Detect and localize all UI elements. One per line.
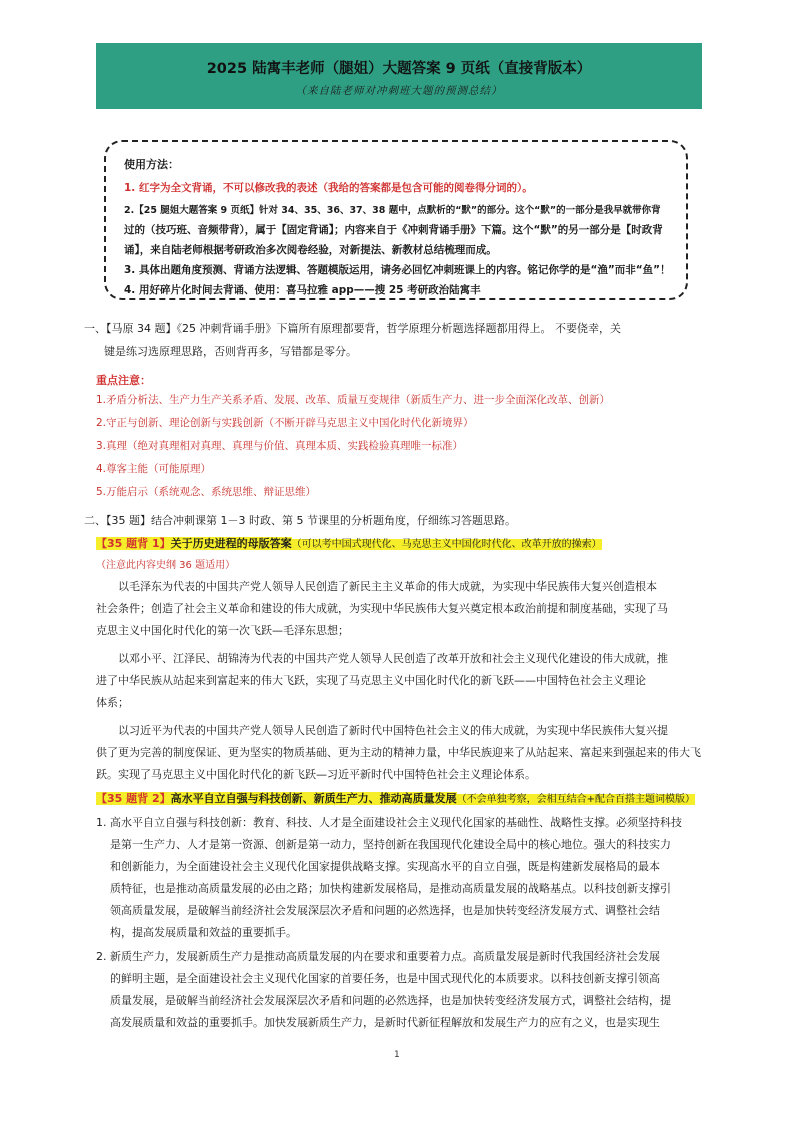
bei2-para-2: 是第一生产力、人才是第一资源、创新是第一动力，坚持创新在我国现代化建设全局中的核心地位。强大的科技实力	[110, 838, 671, 851]
usage-line-1: 1. 红字为全文背诵，不可以修改我的表述（我给的答案都是包含可能的阅卷得分词的）。	[124, 182, 533, 194]
bei1-para-1: 以毛泽东为代表的中国共产党人领导人民创造了新民主主义革命的伟大成就，为实现中华民族伟大复兴创造根本	[118, 580, 657, 593]
bei2-para-3: 和创新能力，为全面建设社会主义现代化国家提供战略支撑。实现高水平的自立自强，既是构建新发展格局的最本	[110, 860, 660, 873]
usage-title: 使用方法：	[124, 158, 179, 171]
bei2-para-10: 高发展质量和效益的重要抓手。加快发展新质生产力，是新时代新征程解放和发展生产力的应有之义，也是实现生	[110, 1016, 660, 1029]
page-subtitle: （来自陆老师对冲刺班大题的预测总结）	[295, 85, 503, 97]
usage-line-5: 3. 具体出题角度预测、背诵方法逻辑、答题模版运用，请务必回忆冲刺班课上的内容。铭记你学的是“渔”而非“鱼”！	[124, 264, 671, 276]
bei2-para-1: 1. 高水平自立自强与科技创新：教育、科技、人才是全面建设社会主义现代化国家的基础性、战略性支撑。必须坚持科技	[96, 816, 682, 829]
bei2-heading	[96, 790, 695, 806]
bei1-note: （可以考中国式现代化、马克思主义中国化时代化、改革开放的操索）	[291, 539, 602, 550]
bei2-para-9: 质量发展，是破解当前经济社会发展深层次矛盾和问题的必然选择，也是加快转变经济发展方式，调整社会结构，提	[110, 994, 671, 1007]
page-number: 1	[394, 1050, 400, 1060]
bei2-para-7: 2. 新质生产力，发展新质生产力是推动高质量发展的内在要求和重要着力点。高质量发展是新时代我国经济社会发展	[96, 950, 660, 963]
page-title: 2025 陆寓丰老师（腿姐）大题答案 9 页纸（直接背版本）	[206, 61, 592, 77]
bei2-para-4: 质特征，也是推动高质量发展的必由之路；加快构建新发展格局，是推动高质量发展的战略基点。以科技创新支撑引	[110, 882, 671, 895]
bei1-para-9: 跃。实现了马克思主义中国化时代化的新飞跃—习近平新时代中国特色社会主义理论体系。	[96, 768, 536, 781]
bei1-para-8: 供了更为完善的制度保证、更为坚实的物质基础、更为主动的精神力量，中华民族迎来了从站起来、富起来到强起来的伟大飞	[96, 746, 701, 759]
focus-item-4: 4.尊客主能（可能原理）	[96, 463, 212, 475]
bei1-sub-note: （注意此内容史纲 36 题适用）	[96, 560, 236, 571]
bei2-para-6: 构，提高发展质量和效益的重要抓手。	[110, 926, 297, 939]
bei1-title: 关于历史进程的母版答案	[170, 537, 292, 550]
usage-box	[104, 140, 688, 300]
focus-item-5: 5.万能启示（系统观念、系统思维、辩证思维）	[96, 486, 317, 498]
bei1-para-4: 以邓小平、江泽民、胡锦涛为代表的中国共产党人领导人民创造了改革开放和社会主义现代化建设的伟大成就，推	[118, 652, 668, 665]
focus-item-1: 1.矛盾分析法、生产力生产关系矛盾、发展、改革、质量互变规律（新质生产力、进一步全面深化改革、创新）	[96, 394, 611, 406]
usage-line-6: 4. 用好碎片化时间去背诵、使用：喜马拉雅 app——搜 25 考研政治陆寓丰	[124, 284, 481, 296]
usage-line-4: 诵】，来自陆老师根据考研政治多次阅卷经验，对新提法、新教材总结梳理而成。	[124, 244, 497, 256]
bei1-para-3: 克思主义中国化时代化的第一次飞跃—毛泽东思想；	[96, 624, 349, 637]
focus-title: 重点注意：	[96, 374, 151, 387]
section1-line2: 键是练习选原理思路，否则背再多，写错都是零分。	[104, 345, 357, 358]
bei1-tag: 【35 题背 1】	[96, 537, 171, 550]
title-banner	[96, 43, 702, 109]
section1-line1: 一、【马原 34 题】《25 冲刺背诵手册》下篇所有原理都要背，哲学原理分析题选择题都用得上。 不要侥幸，关	[84, 322, 621, 335]
bei2-para-8: 的鲜明主题，是全面建设社会主义现代化国家的首要任务，也是中国式现代化的本质要求。以科技创新支撑引领高	[110, 972, 660, 985]
usage-line-2: 2.【25 腿姐大题答案 9 页纸】针对 34、35、36、37、38 题中，点默析的“默”的部分。这个“默”的一部分是我早就带你背	[124, 205, 661, 216]
bei2-title: 高水平自立自强与科技创新、新质生产力、推动高质量发展	[170, 792, 457, 805]
bei1-para-6: 体系；	[96, 696, 129, 709]
bei1-para-7: 以习近平为代表的中国共产党人领导人民创造了新时代中国特色社会主义的伟大成就，为实现中华民族伟大复兴提	[118, 724, 668, 737]
focus-item-3: 3.真理（绝对真理相对真理、真理与价值、真理本质、实践检验真理唯一标准）	[96, 440, 464, 452]
bei2-note: （不会单独考察，会相互结合+配合百搭主题词模版）	[456, 794, 696, 805]
usage-line-3: 过的（技巧班、音频带背），属于【固定背诵】；内容来自于《冲刺背诵手册》下篇。这个“默”的另一部分是【时政背	[124, 224, 663, 236]
bei1-para-5: 进了中华民族从站起来到富起来的伟大飞跃，实现了马克思主义中国化时代化的新飞跃——中国特色社会主义理论	[96, 674, 646, 687]
bei2-tag: 【35 题背 2】	[96, 792, 171, 805]
bei1-heading	[96, 535, 602, 551]
section2-line: 二、【35 题】结合冲刺课第 1－3 时政、第 5 节课里的分析题角度，仔细练习答题思路。	[84, 514, 516, 527]
bei1-para-2: 社会条件；创造了社会主义革命和建设的伟大成就，为实现中华民族伟大复兴奠定根本政治前提和制度基础，实现了马	[96, 602, 668, 615]
focus-item-2: 2.守正与创新、理论创新与实践创新（不断开辟马克思主义中国化时代化新境界）	[96, 417, 474, 429]
bei2-para-5: 领高质量发展，是破解当前经济社会发展深层次矛盾和问题的必然选择，也是加快转变经济发展方式、调整社会结	[110, 904, 660, 917]
